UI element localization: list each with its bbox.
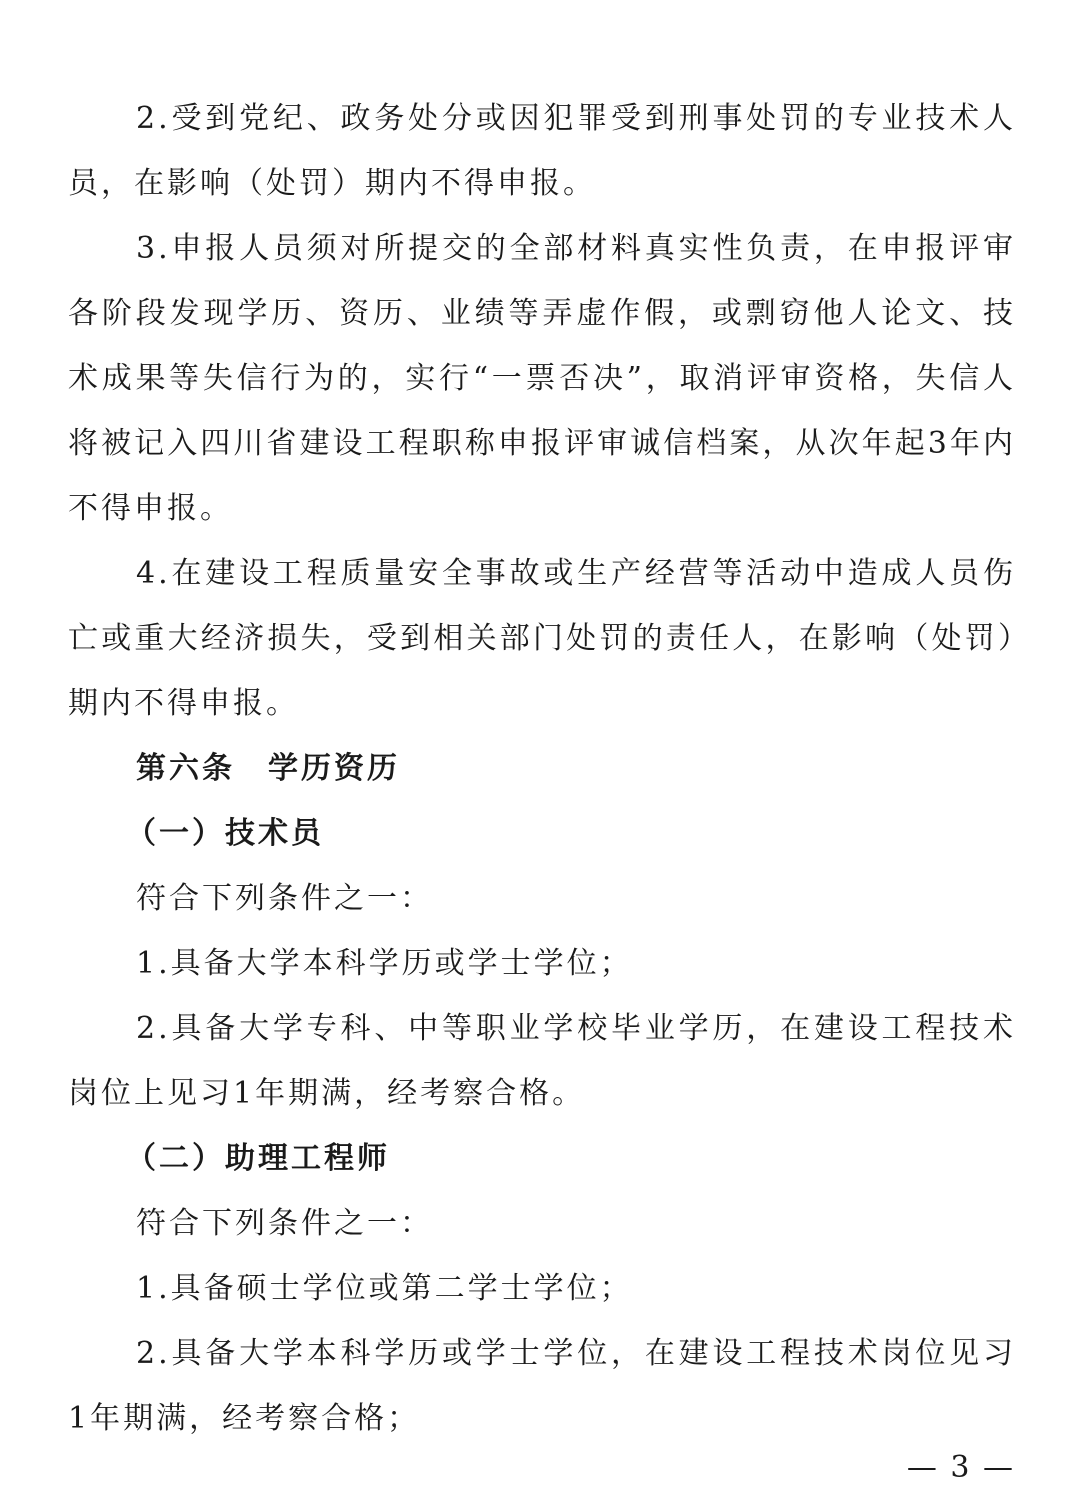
- page-number: — 3 —: [906, 1450, 1015, 1485]
- section-technician-item-2: 2.具备大学专科、中等职业学校毕业学历，在建设工程技术岗位上见习1年期满，经考察合格。: [68, 1011, 1016, 1111]
- section-assistant-engineer-item-2: 2.具备大学本科学历或学士学位，在建设工程技术岗位见习1年期满，经考察合格；: [68, 1336, 1016, 1436]
- section-assistant-engineer-intro: 符合下列条件之一：: [136, 1206, 433, 1241]
- paragraph-authenticity: 3.申报人员须对所提交的全部材料真实性负责，在申报评审各阶段发现学历、资历、业绩等弄虚作假，或剽窃他人论文、技术成果等失信行为的，实行“一票否决”，取消评审资格，失信人将被记入四川省建设工程职称申报评审诚信档案，从次年起3年内不得申报。: [68, 231, 1016, 526]
- section-assistant-engineer-title: （二）助理工程师: [126, 1141, 390, 1176]
- paragraph-safety-accident: 4.在建设工程质量安全事故或生产经营等活动中造成人员伤亡或重大经济损失，受到相关部门处罚的责任人，在影响（处罚）期内不得申报。: [68, 556, 1016, 721]
- section-technician-intro: 符合下列条件之一：: [136, 881, 433, 916]
- section-technician-title: （一）技术员: [126, 816, 324, 851]
- section-assistant-engineer-item-1: 1.具备硕士学位或第二学士学位；: [136, 1271, 633, 1306]
- paragraph-disciplinary: 2.受到党纪、政务处分或因犯罪受到刑事处罚的专业技术人员，在影响（处罚）期内不得申报。: [68, 101, 1016, 201]
- article-title: 第六条 学历资历: [136, 751, 400, 786]
- document-body: [68, 86, 1016, 1451]
- section-technician-item-1: 1.具备大学本科学历或学士学位；: [136, 946, 633, 981]
